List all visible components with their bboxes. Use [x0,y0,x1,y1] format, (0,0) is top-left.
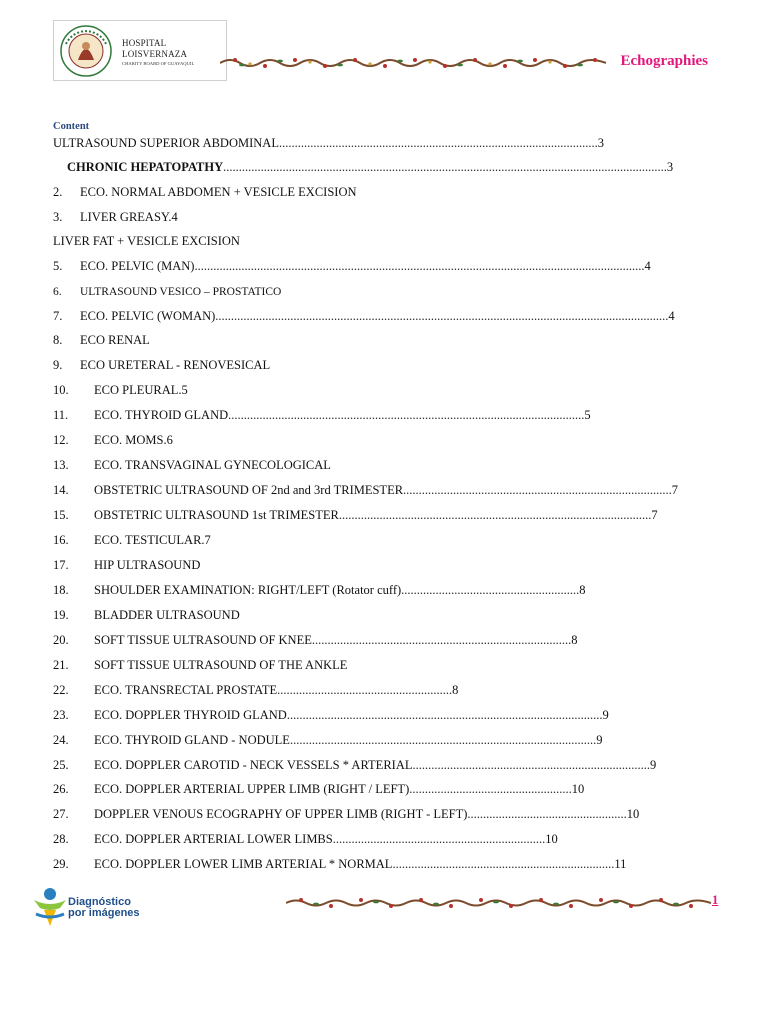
toc-entry-number: 6. [53,286,62,298]
toc-entry[interactable] [53,481,678,499]
toc-entry-number: 22. [53,683,69,697]
toc-entry-page: 3 [597,136,604,150]
toc-entry-leader: ................................................................................... [311,633,572,647]
toc-entry-title: ECO. PELVIC (WOMAN) [80,309,216,323]
floral-border-decoration [220,54,606,72]
toc-entry[interactable] [53,232,240,250]
toc-entry-number: 16. [53,533,69,547]
toc-entry-page: 10 [545,832,558,846]
toc-entry-title: ECO. DOPPLER ARTERIAL LOWER LIMBS [94,832,333,846]
toc-entry-leader: ..................................................................................................... [286,708,603,722]
toc-entry-leader: ................................................... [467,807,627,821]
toc-entry-title: SOFT TISSUE ULTRASOUND OF KNEE [94,633,312,647]
toc-entry-leader: .............................................................................................................................................. [223,160,667,174]
hospital-name-line2: LOISVERNAZA [122,49,188,59]
toc-entry-page: 10 [626,807,640,821]
toc-entry-page: 11 [614,857,627,871]
toc-entry-number: 18. [53,583,69,597]
toc-entry-number: 9. [53,358,63,372]
toc-entry[interactable] [53,681,458,699]
toc-entry[interactable] [53,531,211,549]
toc-entry-leader: ............................................................................ [412,758,650,772]
toc-entry-title: SOFT TISSUE ULTRASOUND OF THE ANKLE [94,658,348,672]
toc-entry-number: 2. [53,185,63,199]
toc-entry-page: 7 [651,508,658,522]
toc-entry[interactable] [53,134,604,152]
toc-entry-page: 9 [596,733,603,747]
floral-border-decoration [286,895,711,911]
toc-entry-title: ECO. DOPPLER THYROID GLAND [94,708,287,722]
toc-entry-title: ECO. TESTICULAR. [94,533,205,547]
toc-entry-number: 25. [53,758,69,772]
toc-entry-number: 12. [53,433,69,447]
toc-entry-title: OBSTETRIC ULTRASOUND OF 2nd and 3rd TRIMESTER [94,483,404,497]
toc-entry-page: 5 [584,408,591,422]
toc-entry[interactable] [53,257,651,275]
toc-entry-number: 23. [53,708,69,722]
toc-entry-number: 15. [53,508,69,522]
toc-entry-number: 21. [53,658,69,672]
toc-entry-leader: ....................................................................... [392,857,615,871]
toc-entry[interactable] [53,631,577,649]
toc-entry-number: 8. [53,333,63,347]
toc-entry[interactable] [53,855,626,873]
person-logo-icon [30,886,70,928]
toc-entry-number: 13. [53,458,69,472]
toc-entry[interactable] [53,183,357,201]
toc-entry-number: 5. [53,259,63,273]
toc-entry-title: ECO. DOPPLER CAROTID - NECK VESSELS * ARTERIAL [94,758,413,772]
toc-entry[interactable] [53,208,178,226]
toc-entry[interactable] [53,356,270,374]
toc-entry-leader: ................................................................................................................................................. [215,309,669,323]
toc-entry[interactable] [53,307,675,325]
toc-entry-title: BLADDER ULTRASOUND [94,608,240,622]
page-number[interactable]: 1 [712,893,719,907]
toc-entry-number: 7. [53,309,63,323]
toc-entry-page: 9 [602,708,609,722]
toc-entry[interactable] [53,381,188,399]
toc-entry-page: 8 [452,683,459,697]
toc-entry-leader: .................................................................................................. [289,733,597,747]
toc-entry-title: ECO RENAL [80,333,150,347]
toc-entry-number: 26. [53,782,69,796]
toc-entry[interactable] [53,506,658,524]
toc-entry[interactable] [53,581,586,599]
hospital-subtitle: CHARITY BOARD OF GUAYAQUIL [122,61,195,66]
toc-entry-page: 4 [668,309,675,323]
toc-entry-page: 5 [181,383,188,397]
toc-entry-page: 3 [666,160,674,174]
toc-entry-title: ULTRASOUND SUPERIOR ABDOMINAL [53,136,279,150]
toc-entry-title: LIVER GREASY. [80,210,172,224]
toc-entry-title: ECO PLEURAL. [94,383,182,397]
toc-entry[interactable] [53,331,150,349]
toc-entry-leader: .................................................................... [332,832,546,846]
toc-entry[interactable] [53,283,281,301]
toc-entry-number: 17. [53,558,69,572]
toc-entry-number: 19. [53,608,69,622]
toc-entry-title: ECO. MOMS. [94,433,167,447]
toc-entry[interactable] [53,456,331,474]
toc-entry-leader: ........................................................ [277,683,453,697]
footer-brand-text [68,897,140,919]
toc-entry-title: HIP ULTRASOUND [94,558,201,572]
toc-entry-title: ECO URETERAL - RENOVESICAL [80,358,271,372]
toc-entry-title: ULTRASOUND VESICO – PROSTATICO [80,286,282,298]
toc-entry-leader: .................................................................................................................. [228,408,585,422]
seal-icon [58,24,114,78]
toc-entry-title: ECO. NORMAL ABDOMEN + VESICLE EXCISION [80,185,357,199]
toc-entry-leader: ...................................................................................................... [278,136,598,150]
toc-entry[interactable] [53,780,584,798]
toc-entry-title: ECO. TRANSVAGINAL GYNECOLOGICAL [94,458,331,472]
toc-entry-leader: .................................................................................................... [338,508,652,522]
toc-entry-number: 29. [53,857,69,871]
toc-entry-number: 27. [53,807,69,821]
toc-entry[interactable] [53,556,200,574]
toc-entry-number: 3. [53,210,63,224]
toc-entry[interactable] [53,805,639,823]
toc-entry[interactable] [53,656,347,674]
toc-entry-title: SHOULDER EXAMINATION: RIGHT/LEFT (Rotator cuff) [94,583,402,597]
toc-entry-number: 10. [53,383,69,397]
toc-entry-number: 28. [53,832,69,846]
toc-entry-title: ECO. TRANSRECTAL PROSTATE [94,683,278,697]
toc-entry-leader: ...................................................................................... [403,483,672,497]
toc-entry-page: 4 [171,210,178,224]
document-title: Echographies [620,53,708,69]
toc-entry-title: CHRONIC HEPATOPATHY [67,160,224,174]
toc-entry-title: DOPPLER VENOUS ECOGRAPHY OF UPPER LIMB (RIGHT - LEFT) [94,807,468,821]
toc-heading: Content [53,121,90,132]
toc-entry-page: 9 [649,758,657,772]
toc-entry[interactable] [53,431,173,449]
toc-entry-title: OBSTETRIC ULTRASOUND 1st TRIMESTER [94,508,339,522]
toc-entry-page: 8 [571,633,578,647]
toc-entry-page: 7 [671,483,679,497]
toc-entry-title: ECO. DOPPLER ARTERIAL UPPER LIMB (RIGHT / LEFT) [94,782,410,796]
toc-entry-page: 7 [204,533,211,547]
toc-entry-title: ECO. THYROID GLAND - NODULE [94,733,290,747]
toc-entry-leader: ................................................................................................................................................ [194,259,645,273]
toc-entry-title: ECO. PELVIC (MAN) [80,259,195,273]
hospital-logo [53,20,227,81]
hospital-name-line1: HOSPITAL [122,38,167,48]
toc-entry-leader: ......................................................... [401,583,580,597]
footer-brand-line1: Diagnóstico [68,896,131,908]
toc-entry-title: LIVER FAT + VESICLE EXCISION [53,234,240,248]
toc-entry-leader: .................................................... [409,782,572,796]
toc-entry-page: 8 [579,583,586,597]
toc-entry-number: 24. [53,733,69,747]
toc-entry-number: 11. [53,408,69,422]
toc-entry-number: 20. [53,633,69,647]
toc-entry[interactable] [53,706,609,724]
toc-entry[interactable] [53,406,591,424]
toc-entry[interactable] [53,731,602,749]
toc-entry[interactable] [53,756,656,774]
toc-entry-number: 14. [53,483,69,497]
toc-entry-page: 10 [571,782,585,796]
footer-brand-line2: por imágenes [68,907,140,919]
toc-entry-title: ECO. THYROID GLAND [94,408,229,422]
toc-entry-title: ECO. DOPPLER LOWER LIMB ARTERIAL * NORMAL [94,857,393,871]
toc-entry-page: 6 [166,433,173,447]
toc-entry[interactable] [53,606,240,624]
toc-entry[interactable] [67,158,673,176]
toc-entry-page: 4 [644,259,651,273]
toc-entry[interactable] [53,830,558,848]
